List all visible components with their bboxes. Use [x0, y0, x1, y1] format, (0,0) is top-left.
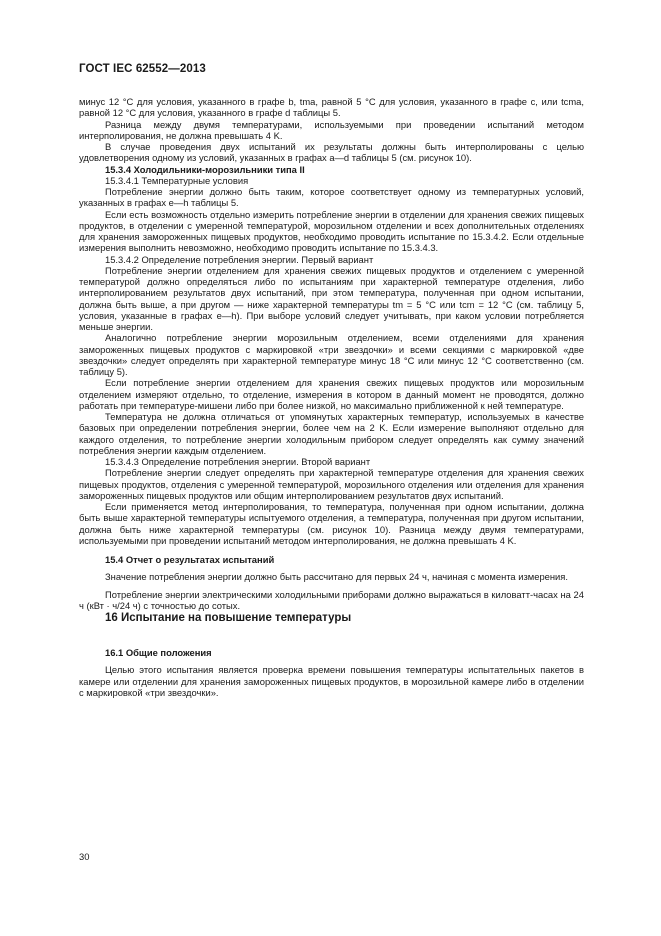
document-body — [79, 96, 584, 698]
paragraph: Потребление энергии электрическими холодильными приборами должно выражаться в киловатт-часах на 24 ч (кВт · ч/24 ч) с точностью до сотых. — [79, 588, 584, 611]
section-heading-16: 16 Испытание на повышение температуры — [105, 612, 352, 624]
paragraph: Если потребление энергии отделением для хранения свежих пищевых продуктов или морозильным отделением измеряют отдельно, то отделение, измерения в котором в данный момент не проводятся, должно работать при температуре-мишени либо при более низкой, но максимально приближенной к ней температуре. — [79, 377, 584, 411]
paragraph: Целью этого испытания является проверка времени повышения температуры испытательных пакетов в камере или отделении для хранения замороженных пищевых продуктов, в морозильной камере либо в отделении с маркировкой «три звездочки». — [79, 664, 584, 698]
paragraph: Потребление энергии должно быть таким, которое соответствует одному из температурных условий, указанных в графах e—h таблицы 5. — [79, 186, 584, 209]
paragraph: Температура не должна отличаться от упомянутых характерных температур, используемых в качестве базовых при определении потребления энергии, более чем на 2 K. Если измерение выполняют отдельно для каждого отделения, то потребление энергии холодильным прибором следует определять как сумму значений потребления энергии каждым отделением. — [79, 411, 584, 456]
paragraph: Разница между двумя температурами, используемыми при проведении испытаний методом интерполирования, не должна превышать 4 K. — [79, 118, 584, 141]
paragraph: Если применяется метод интерполирования, то температура, полученная при одном испытании, должна быть выше характерной температуры испытуемого отделения, а температура, полученная при другом испытании, должна быть ниже характерной температуры (см. рисунок 10). Разница между двумя температурами, используемыми при проведении испытаний методом интерполирования, не должна превышать 4 K. — [79, 501, 584, 546]
paragraph: Аналогично потребление энергии морозильным отделением, всеми отделениями для хранения замороженных пищевых продуктов с маркировкой «три звездочки» и всеми секциями с маркировкой «две звездочки» следует определять при характерной температуре минус 18 °C или минус 12 °C соответственно (см. таблицу 5). — [79, 332, 584, 377]
paragraph: Если есть возможность отдельно измерить потребление энергии в отделении для хранения свежих пищевых продуктов, в отделении с умеренной температурой, морозильном отделении и всех дополнительных отделениях для хранения замороженных пищевых продуктов, необходимо проводить испытание по 15.3.4.2. Если отдельные измерения выполнить невозможно, необходимо проводить испытание по 15.3.4.3. — [79, 208, 584, 254]
subsection-heading-16-1: 16.1 Общие положения — [105, 647, 212, 658]
page-number: 30 — [79, 851, 90, 862]
paragraph: Значение потребления энергии должно быть рассчитано для первых 24 ч, начиная с момента измерения. — [105, 571, 568, 583]
subsection-heading-15-4: 15.4 Отчет о результатах испытаний — [105, 554, 275, 565]
paragraph: В случае проведения двух испытаний их результаты должны быть интерполированы с целью удовлетворения одному из условий, указанных в графах a—d таблицы 5 (см. рисунок 10). — [79, 141, 584, 164]
clause-heading-15-3-4-2: 15.3.4.2 Определение потребления энергии. Первый вариант — [105, 253, 374, 265]
subsection-heading-15-3-4: 15.3.4 Холодильники-морозильники типа II — [105, 163, 305, 175]
clause-heading-15-3-4-3: 15.3.4.3 Определение потребления энергии. Второй вариант — [105, 456, 371, 467]
clause-heading-15-3-4-1: 15.3.4.1 Температурные условия — [105, 174, 249, 186]
paragraph: минус 12 °C для условия, указанного в графе b, tma, равной 5 °C для условия, указанного в графе c, или tcma, равной 12 °C для условия, указанного в графе d таблицы 5. — [79, 96, 584, 119]
paragraph: Потребление энергии следует определять при характерной температуре отделения для хранения свежих пищевых продуктов, отделения с умеренной температурой, морозильного отделения или отделения для хранения замороженных пищевых продуктов или общим интерполированием результатов двух испытаний. — [79, 467, 584, 501]
paragraph: Потребление энергии отделением для хранения свежих пищевых продуктов и отделением с умеренной температурой должно определяться либо по испытаниям при характерной температуре отделения, либо интерполированием результатов двух испытаний, при этом температура, полученная при одном испытании, должна быть выше, а при другом — ниже характерной температуры tm = 5 °C или tcm = 12 °C (см. таблицу 5, условия, указанные в графах e—h). При выборе условий следует учитывать, при каком условии потребляется меньше энергии. — [79, 264, 584, 332]
document-header: ГОСТ IEC 62552—2013 — [79, 63, 206, 75]
